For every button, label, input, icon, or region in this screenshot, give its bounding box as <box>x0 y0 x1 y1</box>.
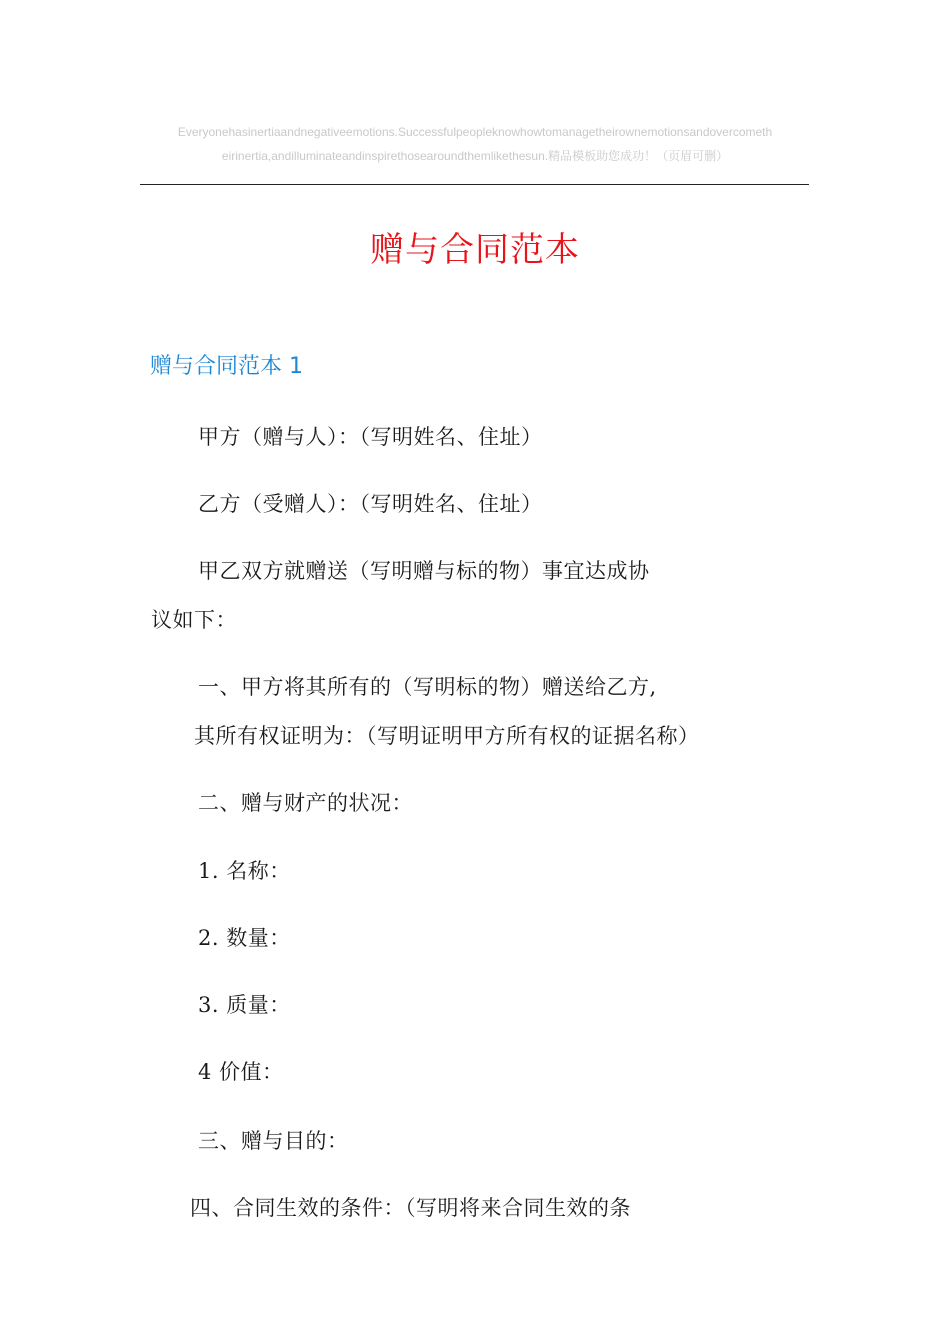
clause-4-line-1: 四、合同生效的条件：（写明将来合同生效的条 <box>190 1196 631 1220</box>
party-b-line: 乙方（受赠人）：（写明姓名、住址） <box>198 492 543 516</box>
agreement-intro-line-1: 甲乙双方就赠送（写明赠与标的物）事宜达成协 <box>198 559 650 583</box>
item-2-quantity: 2. 数量： <box>198 926 291 950</box>
party-a-line: 甲方（赠与人）：（写明姓名、住址） <box>198 425 543 449</box>
clause-2-line: 二、赠与财产的状况： <box>198 791 413 815</box>
header-divider <box>140 184 809 185</box>
item-1-name: 1. 名称： <box>198 859 291 883</box>
item-3-quality: 3. 质量： <box>198 993 291 1017</box>
clause-1-line-1: 一、甲方将其所有的（写明标的物）赠送给乙方, <box>198 675 657 699</box>
clause-1-line-2: 其所有权证明为：（写明证明甲方所有权的证据名称） <box>194 724 700 748</box>
agreement-intro-line-2: 议如下： <box>151 608 237 632</box>
document-title: 赠与合同范本 <box>370 230 580 270</box>
section-heading: 赠与合同范本 1 <box>150 354 303 379</box>
item-4-value: 4 价值： <box>198 1060 284 1084</box>
page-header-note: Everyonehasinertiaandnegativeemotions.Successfulpeopleknowhowtomanagetheirownemotionsandovercometheirinertia,andilluminateandinspirethosearoundthemlikethesun.精品模板助您成功！（页眉可删） <box>177 125 773 163</box>
clause-3-line: 三、赠与目的： <box>198 1129 349 1153</box>
